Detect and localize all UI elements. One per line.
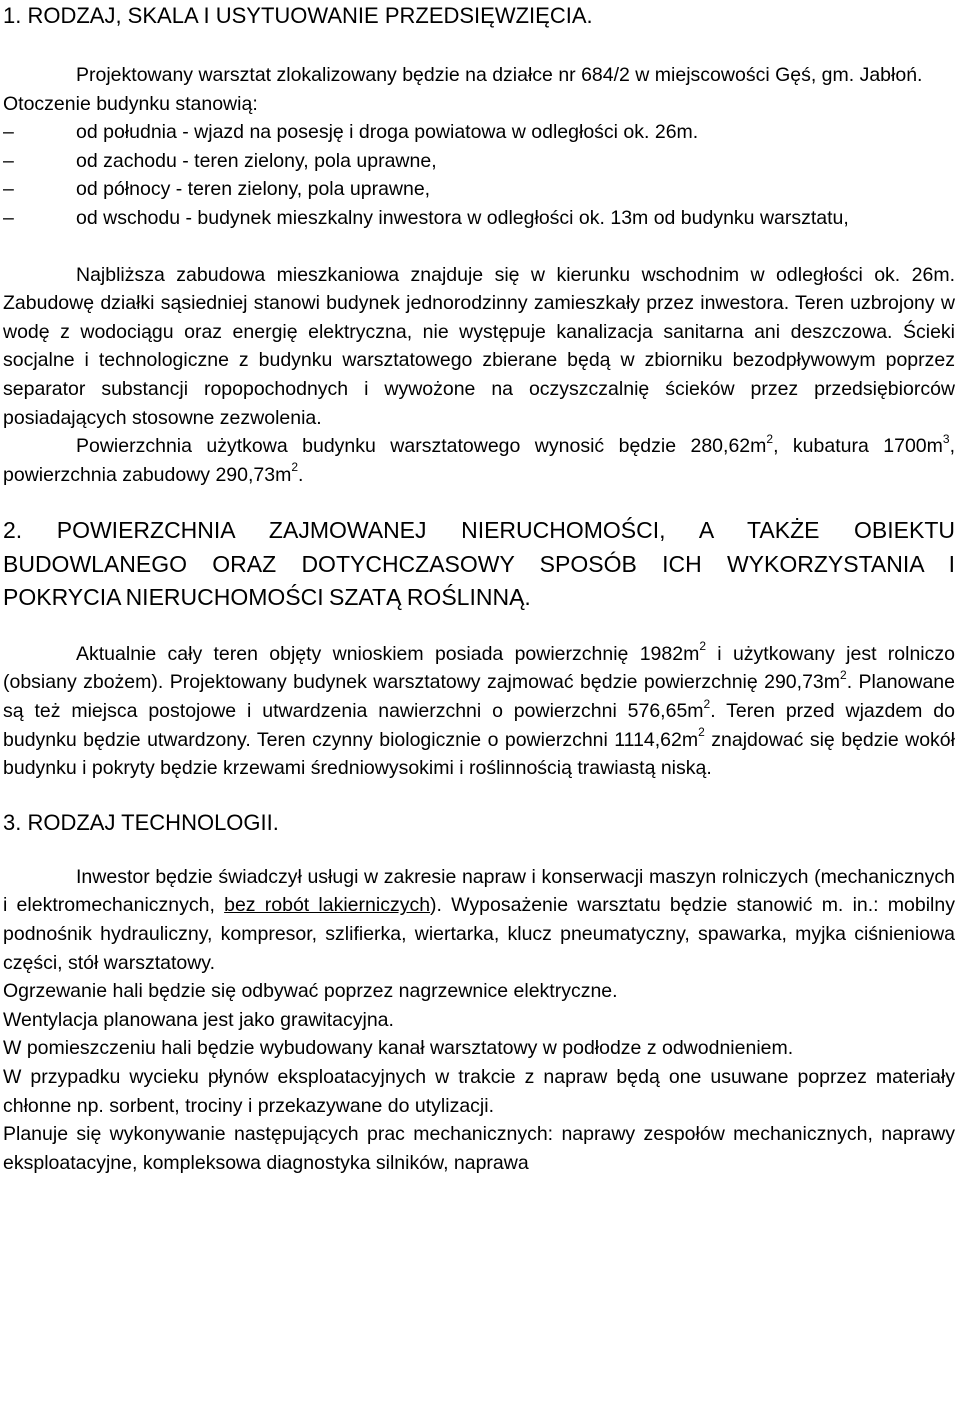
- list-item: – od wschodu - budynek mieszkalny inwestora w odległości ok. 13m od budynku warsztatu,: [3, 204, 955, 233]
- surroundings-intro: Otoczenie budynku stanowią:: [3, 92, 258, 115]
- dash-bullet: –: [3, 121, 14, 144]
- list-item: – od północy - teren zielony, pola uprawne,: [3, 175, 955, 204]
- channel-paragraph: W pomieszczeniu hali będzie wybudowany kanał warsztatowy w podłodze z odwodnieniem.: [3, 1037, 794, 1060]
- works-paragraph: Planuje się wykonywanie następujących prac mechanicznych: naprawy zespołów mechanicznych, naprawy eksploatacyjne, kompleksowa diagnostyka silników, naprawa: [3, 1123, 955, 1174]
- dash-bullet: –: [3, 178, 14, 201]
- location-paragraph: Projektowany warsztat zlokalizowany będzie na działce nr 684/2 w miejscowości Gęś, gm. Jabłoń.: [76, 64, 923, 86]
- area-paragraph: Powierzchnia użytkowa budynku warsztatowego wynosić będzie $280,62m^2$, kubatura $1700m^3$, powierzchnia zabudowy $290,73m^2$.: [3, 431, 955, 486]
- leak-paragraph: W przypadku wycieku płynów eksploatacyjnych w trakcie z napraw będą one usuwane poprzez materiały chłonne np. sorbent, trociny i przekazywane do utylizacji.: [3, 1065, 955, 1117]
- dash-bullet: –: [3, 206, 14, 229]
- dash-bullet: –: [3, 149, 14, 172]
- document-page: [3, 0, 955, 1177]
- list-item: – od zachodu - teren zielony, pola uprawne,: [3, 147, 955, 176]
- section-3-heading: 3. RODZAJ TECHNOLOGII.: [3, 809, 279, 835]
- section-1-heading: 1. RODZAJ, SKALA I USYTUOWANIE PRZEDSIĘWZIĘCIA.: [3, 3, 593, 28]
- services-paragraph: Inwestor będzie świadczył usługi w zakresie napraw i konserwacji maszyn rolniczych (mechanicznych i elektromechanicznych, bez robót lakierniczych). Wyposażenie warsztatu będzie stanowić m. in.: mobilny podnośnik hydrauliczny, kompresor, szlifierka, wiertarka, klucz pneumatyczny, spawarka, myjka ciśnieniowa części, stół warsztatowy.: [3, 865, 955, 974]
- ventilation-paragraph: Wentylacja planowana jest jako grawitacyjna.: [3, 1008, 394, 1031]
- land-use-paragraph: Aktualnie cały teren objęty wnioskiem posiada powierzchnię $1982m^2$ i użytkowany jest rolniczo (obsiany zbożem). Projektowany budynek warsztatowy zajmować będzie powierzchnię $290,73m^2$. Planowane są też miejsca postojowe i utwardzenia nawierzchni o powierzchni $576,65m^2$. Teren przed wjazdem do budynku będzie utwardzony. Teren czynny biologicznie o powierzchni $1114,62m^2$ znajdować się będzie wokół budynku i pokryty będzie krzewami średniowysokimi i roślinnością trawiastą niską.: [3, 639, 955, 780]
- heating-paragraph: Ogrzewanie hali będzie się odbywać poprzez nagrzewnice elektryczne.: [3, 980, 618, 1003]
- list-item: – od południa - wjazd na posesję i droga powiatowa w odległości ok. 26m.: [3, 118, 955, 147]
- surroundings-list: [3, 118, 955, 232]
- neighborhood-paragraph: Najbliższa zabudowa mieszkaniowa znajduje się w kierunku wschodnim w odległości ok. 26m. Zabudowę działki sąsiedniej stanowi budynek jednorodzinny zamieszkały przez inwestora. Teren uzbrojony w wodę z wodociągu oraz energię elektryczna, nie występuje kanalizacja sanitarna ani deszczowa. Ścieki socjalne i technologiczne z budynku warsztatowego zbierane będą w zbiorniku bezodpływowym poprzez separator substancji ropopochodnych i wywożone na oczyszczalnię ścieków przez przedsiębiorców posiadających stosowne zezwolenia.: [3, 263, 955, 429]
- section-2-heading: 2. POWIERZCHNIA ZAJMOWANEJ NIERUCHOMOŚCI, A TAKŻE OBIEKTU BUDOWLANEGO ORAZ DOTYCHCZASOWY SPOSÓB ICH WYKORZYSTANIA I POKRYCIA NIERUCHOMOŚCI SZATĄ ROŚLINNĄ.: [3, 517, 955, 611]
